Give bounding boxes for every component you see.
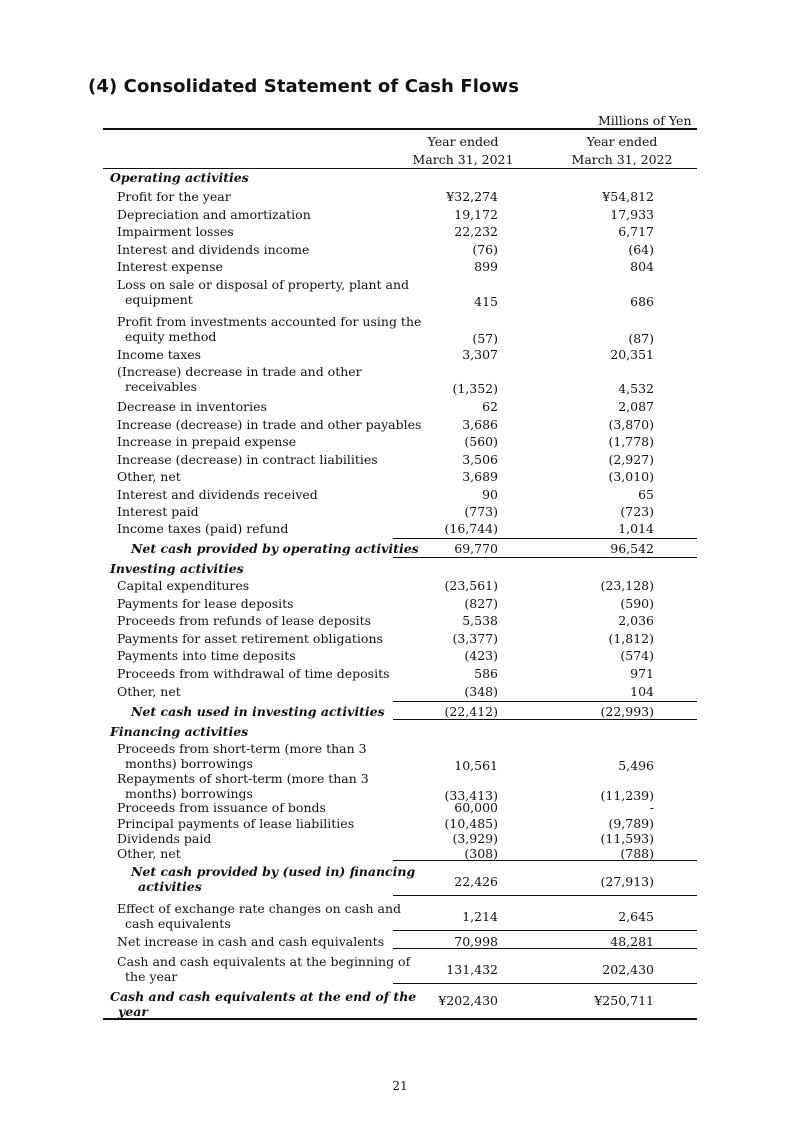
row-label-line1: Other, net — [117, 469, 181, 484]
value-2022: (1,812) — [608, 631, 654, 646]
row-label — [117, 934, 397, 949]
statement-title: (4) Consolidated Statement of Cash Flows — [88, 76, 520, 97]
value-2022: (574) — [620, 648, 654, 663]
row-label — [117, 504, 397, 519]
column-header-line1: Year ended — [586, 134, 658, 149]
row-label — [117, 189, 397, 204]
value-2021: (23,561) — [444, 578, 498, 593]
row-label-line1: Payments for lease deposits — [117, 596, 294, 611]
value-2021: ¥202,430 — [438, 993, 498, 1008]
row-label-line1: Income taxes (paid) refund — [117, 521, 289, 536]
row-label — [117, 259, 397, 274]
value-2022: 686 — [630, 294, 654, 309]
row-label-line1: Net cash provided by (used in) financing — [131, 864, 416, 879]
column-header-2021 — [383, 133, 543, 169]
subtotal-rule — [393, 983, 548, 984]
value-2021: 62 — [482, 399, 498, 414]
value-2022: (1,778) — [608, 434, 654, 449]
row-label — [117, 242, 397, 257]
value-2021: ¥32,274 — [446, 189, 498, 204]
value-2022: 2,036 — [618, 613, 654, 628]
row-label — [117, 314, 422, 344]
value-2022: (9,789) — [608, 816, 654, 831]
row-label — [117, 277, 410, 307]
value-2022: (3,870) — [608, 417, 654, 432]
row-label — [117, 487, 397, 502]
value-2022: 1,014 — [618, 521, 654, 536]
value-2022: (87) — [628, 331, 654, 346]
row-label-line1: Principal payments of lease liabilities — [117, 816, 355, 831]
value-2022: 6,717 — [618, 224, 654, 239]
row-label — [117, 452, 397, 467]
column-header-2022 — [542, 133, 702, 169]
row-label-line1: Net cash used in investing activities — [131, 704, 385, 719]
value-2022: (2,927) — [608, 452, 654, 467]
value-2022: 17,933 — [610, 207, 654, 222]
subtotal-rule — [548, 930, 697, 931]
value-2021: 19,172 — [454, 207, 498, 222]
value-2021: 10,561 — [454, 758, 498, 773]
row-label-line1: Loss on sale or disposal of property, plant and — [117, 277, 410, 292]
row-label — [117, 666, 397, 681]
value-2021: 22,232 — [454, 224, 498, 239]
value-2021: (22,412) — [444, 704, 498, 719]
value-2021: (423) — [464, 648, 498, 663]
value-2021: 899 — [474, 259, 498, 274]
value-2022: 20,351 — [610, 347, 654, 362]
value-2022: (11,593) — [600, 831, 654, 846]
row-label-line1: Proceeds from refunds of lease deposits — [117, 613, 372, 628]
value-2021: 90 — [482, 487, 498, 502]
value-2021: (10,485) — [444, 816, 498, 831]
subtotal-rule — [393, 930, 548, 931]
value-2022: - — [649, 800, 654, 815]
row-label-line1: Depreciation and amortization — [117, 207, 311, 222]
row-label — [117, 800, 397, 815]
value-2021: (57) — [472, 331, 498, 346]
row-label — [117, 596, 397, 611]
row-label — [110, 724, 390, 739]
row-label — [110, 561, 390, 576]
value-2021: 22,426 — [454, 874, 498, 889]
row-label-line1: Other, net — [117, 684, 181, 699]
value-2021: (560) — [464, 434, 498, 449]
row-label — [117, 684, 397, 699]
value-2022: 104 — [630, 684, 654, 699]
row-label-line1: Cash and cash equivalents at the end of the — [110, 989, 417, 1004]
row-label — [131, 541, 419, 556]
subtotal-rule — [548, 701, 697, 702]
value-2021: 60,000 — [454, 800, 498, 815]
value-2021: 586 — [474, 666, 498, 681]
row-label — [131, 704, 411, 719]
row-label — [117, 771, 397, 801]
row-label — [131, 864, 416, 894]
value-2022: ¥54,812 — [602, 189, 654, 204]
row-label-line2: the year — [125, 969, 178, 984]
row-label — [117, 613, 397, 628]
value-2021: (773) — [464, 504, 498, 519]
row-label-line2: months) borrowings — [125, 786, 253, 801]
value-2022: 202,430 — [602, 962, 654, 977]
row-label-line1: Interest and dividends income — [117, 242, 310, 257]
subtotal-rule — [393, 538, 548, 539]
row-label-line1: Increase in prepaid expense — [117, 434, 297, 449]
row-label — [117, 399, 397, 414]
row-label — [117, 741, 397, 771]
subtotal-rule — [393, 557, 548, 558]
row-label — [117, 347, 397, 362]
subtotal-rule — [548, 983, 697, 984]
row-label-line1: Proceeds from short-term (more than 3 — [117, 741, 367, 756]
row-label — [117, 434, 397, 449]
table-bottom-rule — [103, 1018, 697, 1020]
value-2022: (11,239) — [600, 788, 654, 803]
row-label-line1: Profit from investments accounted for using the — [117, 314, 422, 329]
row-label-line2: year — [118, 1004, 148, 1019]
subtotal-rule — [548, 860, 697, 861]
row-label-line1: Other, net — [117, 846, 181, 861]
row-label-line1: Payments for asset retirement obligations — [117, 631, 383, 646]
value-2022: ¥250,711 — [594, 993, 654, 1008]
row-label-line1: Effect of exchange rate changes on cash and — [117, 901, 402, 916]
value-2021: (348) — [464, 684, 498, 699]
value-2022: (788) — [620, 846, 654, 861]
value-2022: 804 — [630, 259, 654, 274]
value-2021: 5,538 — [462, 613, 498, 628]
value-2021: 69,770 — [454, 541, 498, 556]
page-number: 21 — [392, 1079, 408, 1093]
value-2021: (3,929) — [452, 831, 498, 846]
value-2021: 415 — [474, 294, 498, 309]
row-label-line1: Income taxes — [117, 347, 202, 362]
subtotal-rule — [393, 948, 548, 949]
value-2022: 48,281 — [610, 934, 654, 949]
value-2022: (3,010) — [608, 469, 654, 484]
value-2021: 3,686 — [462, 417, 498, 432]
value-2021: (33,413) — [444, 788, 498, 803]
subtotal-rule — [548, 948, 697, 949]
row-label-line2: receivables — [125, 379, 198, 394]
row-label — [117, 648, 397, 663]
row-label-line2: activities — [138, 879, 202, 894]
row-label-line1: Net cash provided by operating activities — [131, 541, 419, 556]
row-label-line1: Increase (decrease) in contract liabilities — [117, 452, 378, 467]
row-label-line1: Cash and cash equivalents at the beginning of — [117, 954, 411, 969]
subtotal-rule — [393, 701, 548, 702]
row-label — [117, 816, 397, 831]
row-label — [117, 901, 402, 931]
row-label — [117, 954, 411, 984]
row-label-line2: equity method — [125, 329, 217, 344]
value-2022: 971 — [630, 666, 654, 681]
value-2022: (590) — [620, 596, 654, 611]
column-header-line2: March 31, 2021 — [412, 152, 514, 167]
subtotal-rule — [393, 719, 548, 720]
row-label-line1: Capital expenditures — [117, 578, 250, 593]
row-label-line1: Payments into time deposits — [117, 648, 296, 663]
value-2022: 65 — [638, 487, 654, 502]
value-2022: 2,087 — [618, 399, 654, 414]
row-label-line1: Net increase in cash and cash equivalents — [117, 934, 385, 949]
row-label — [117, 207, 397, 222]
row-label-line1: Increase (decrease) in trade and other payables — [117, 417, 422, 432]
value-2022: 4,532 — [618, 381, 654, 396]
value-2022: 96,542 — [610, 541, 654, 556]
value-2021: 70,998 — [454, 934, 498, 949]
row-label-line1: Decrease in inventories — [117, 399, 267, 414]
header-rule — [103, 168, 697, 169]
row-label-line1: Profit for the year — [117, 189, 231, 204]
row-label — [117, 364, 397, 394]
value-2021: (827) — [464, 596, 498, 611]
value-2022: (23,128) — [600, 578, 654, 593]
row-label-line1: Financing activities — [110, 724, 249, 739]
row-label-line2: months) borrowings — [125, 756, 253, 771]
row-label — [117, 631, 397, 646]
value-2022: 2,645 — [618, 909, 654, 924]
value-2022: (64) — [628, 242, 654, 257]
value-2021: (3,377) — [452, 631, 498, 646]
row-label-line1: Investing activities — [110, 561, 244, 576]
value-2021: (308) — [464, 846, 498, 861]
row-label-line1: (Increase) decrease in trade and other — [117, 364, 362, 379]
row-label — [117, 846, 397, 861]
row-label — [117, 224, 397, 239]
subtotal-rule — [548, 719, 697, 720]
row-label-line2: cash equivalents — [125, 916, 231, 931]
row-label-line1: Proceeds from withdrawal of time deposits — [117, 666, 390, 681]
row-label — [117, 578, 397, 593]
row-label-line1: Impairment losses — [117, 224, 234, 239]
row-label — [117, 521, 397, 536]
value-2021: 1,214 — [462, 909, 498, 924]
units-label: Millions of Yen — [598, 113, 692, 128]
value-2021: 3,307 — [462, 347, 498, 362]
row-label — [117, 831, 397, 846]
row-label-line1: Interest paid — [117, 504, 199, 519]
row-label-line2: equipment — [125, 292, 193, 307]
value-2021: 3,506 — [462, 452, 498, 467]
row-label — [110, 989, 417, 1019]
value-2021: 131,432 — [446, 962, 498, 977]
value-2021: (16,744) — [444, 521, 498, 536]
subtotal-rule — [393, 895, 548, 896]
row-label — [110, 170, 390, 185]
subtotal-rule — [548, 557, 697, 558]
column-header-line1: Year ended — [427, 134, 499, 149]
row-label-line1: Interest and dividends received — [117, 487, 318, 502]
value-2022: 5,496 — [618, 758, 654, 773]
value-2022: (27,913) — [600, 874, 654, 889]
row-label-line1: Operating activities — [110, 170, 249, 185]
value-2021: 3,689 — [462, 469, 498, 484]
row-label-line1: Repayments of short-term (more than 3 — [117, 771, 369, 786]
row-label — [117, 417, 422, 432]
value-2022: (22,993) — [600, 704, 654, 719]
row-label-line1: Interest expense — [117, 259, 223, 274]
subtotal-rule — [548, 895, 697, 896]
row-label-line1: Dividends paid — [117, 831, 212, 846]
row-label — [117, 469, 397, 484]
value-2022: (723) — [620, 504, 654, 519]
table-top-rule — [103, 128, 697, 130]
subtotal-rule — [548, 538, 697, 539]
subtotal-rule — [393, 860, 548, 861]
value-2021: (1,352) — [452, 381, 498, 396]
value-2021: (76) — [472, 242, 498, 257]
column-header-line2: March 31, 2022 — [571, 152, 673, 167]
row-label-line1: Proceeds from issuance of bonds — [117, 800, 326, 815]
